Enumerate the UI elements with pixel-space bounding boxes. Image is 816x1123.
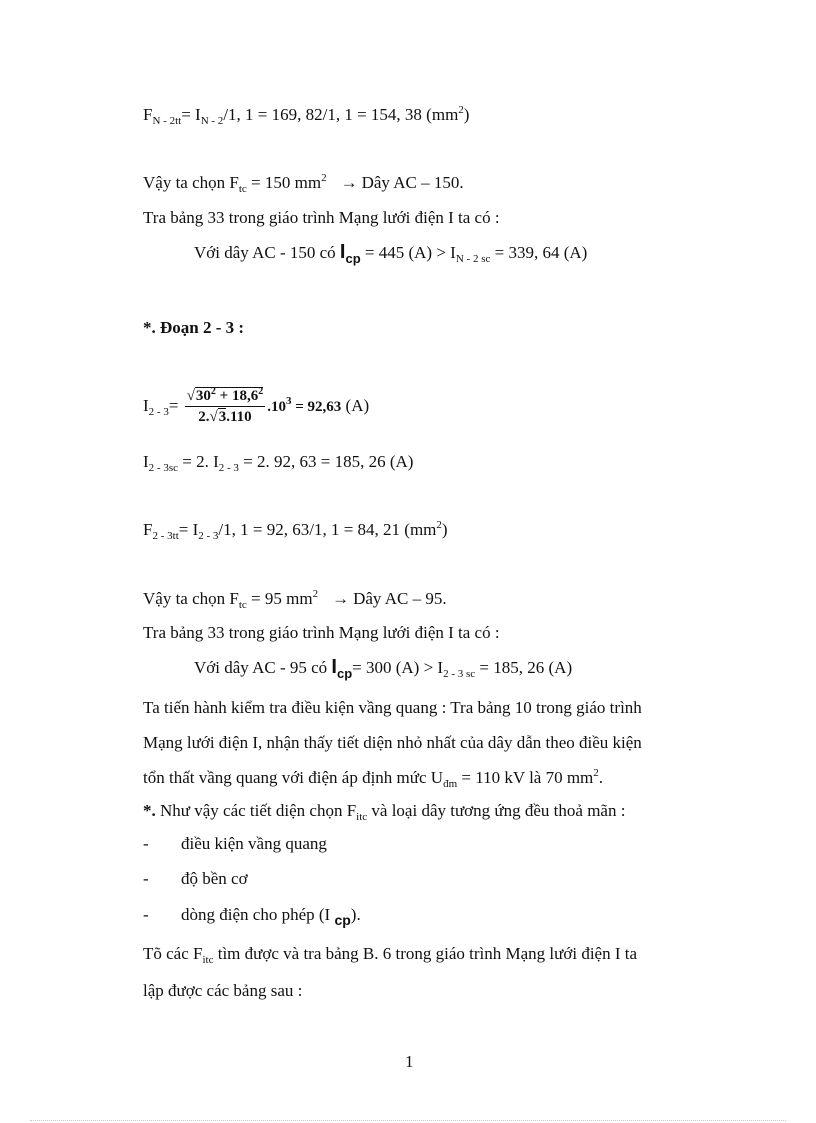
formula-i23sc: $I_{2 - 3sc} = 2$. $I_{2 - 3} = 2$. 92, 63 = 185, 26 (A) bbox=[143, 452, 414, 474]
sqrt-icon: √ bbox=[186, 388, 195, 404]
arrow-icon: → bbox=[340, 173, 358, 192]
formula-f23tt: $F_{2 - 3tt}= I_{2 - 3}/1$, 1 = 92, 63/1, 1 = 84, 21 $(mm^2)$ bbox=[143, 519, 448, 542]
section-heading: *. Đoạn 2 - 3 : bbox=[143, 318, 245, 337]
fraction: $\frac{√30^2 + 18,6^2}{2.√3.110}$ bbox=[186, 386, 264, 425]
formula-i23: $I_{2 - 3}=$ $\frac{√30^2 + 18,6^2}{2.√3.110}$ $.10^3 = 92,63$ (A) bbox=[143, 386, 370, 425]
choice-line-95: Vậy ta chọn $F_{tc} = 95$ $mm^2$ → Dây AC – 95. bbox=[143, 588, 447, 611]
current-check-150: Với dây AC - 150 có $I_{cp} = 445$ $(A) > I_{N - 2 sc} = 339$, 64 (A) bbox=[194, 241, 588, 266]
footer-divider bbox=[30, 1120, 786, 1121]
list-item: - điều kiện vầng quang bbox=[143, 834, 327, 853]
lookup-line-2: Tra bảng 33 trong giáo trình Mạng lưới điện I ta có : bbox=[143, 623, 500, 642]
paragraph-line: Tõ các $F_{itc}$ tìm được và tra bảng B. 6 trong giáo trình Mạng lưới điện I ta bbox=[143, 944, 638, 966]
conclusion-line: *. Như vậy các tiết diện chọn $F_{itc}$ và loại dây tương ứng đều thoả mãn : bbox=[143, 801, 626, 823]
paragraph-line: tổn thất vầng quang với điện áp định mức $U_{đm} = 110$ kV là 70 $mm^2$. bbox=[143, 767, 604, 790]
paragraph-line: Mạng lưới điện I, nhận thấy tiết diện nhỏ nhất của dây dẫn theo điều kiện bbox=[143, 733, 642, 752]
formula-f-n2tt: $F_{N - 2tt}= I_{N - 2}/1$, 1 = 169, 82/1, 1 = 154, 38 $(mm^2)$ bbox=[143, 104, 470, 127]
lookup-line-1: Tra bảng 33 trong giáo trình Mạng lưới điện I ta có : bbox=[143, 208, 500, 227]
current-check-95: Với dây AC - 95 có $I_{cp}= 300$ $(A) > I_{2 - 3 sc} = 185$, 26 (A) bbox=[194, 656, 573, 681]
conclusion-text: Như vậy các tiết diện chọn $F_{itc}$ và loại dây tương ứng đều thoả mãn : bbox=[160, 801, 626, 823]
choice-line-150: Vậy ta chọn $F_{tc} = 150$ $mm^2$ → Dây AC – 150. bbox=[143, 172, 464, 195]
arrow-icon: → bbox=[332, 589, 350, 608]
paragraph-line: lập được các bảng sau : bbox=[143, 981, 303, 1000]
list-item: - dòng điện cho phép (I $_{cp}$). bbox=[143, 905, 361, 928]
paragraph-line: Ta tiến hành kiểm tra điều kiện vầng quang : Tra bảng 10 trong giáo trình bbox=[143, 698, 642, 717]
list-item: - độ bền cơ bbox=[143, 869, 248, 888]
page-number: 1 bbox=[405, 1052, 414, 1071]
